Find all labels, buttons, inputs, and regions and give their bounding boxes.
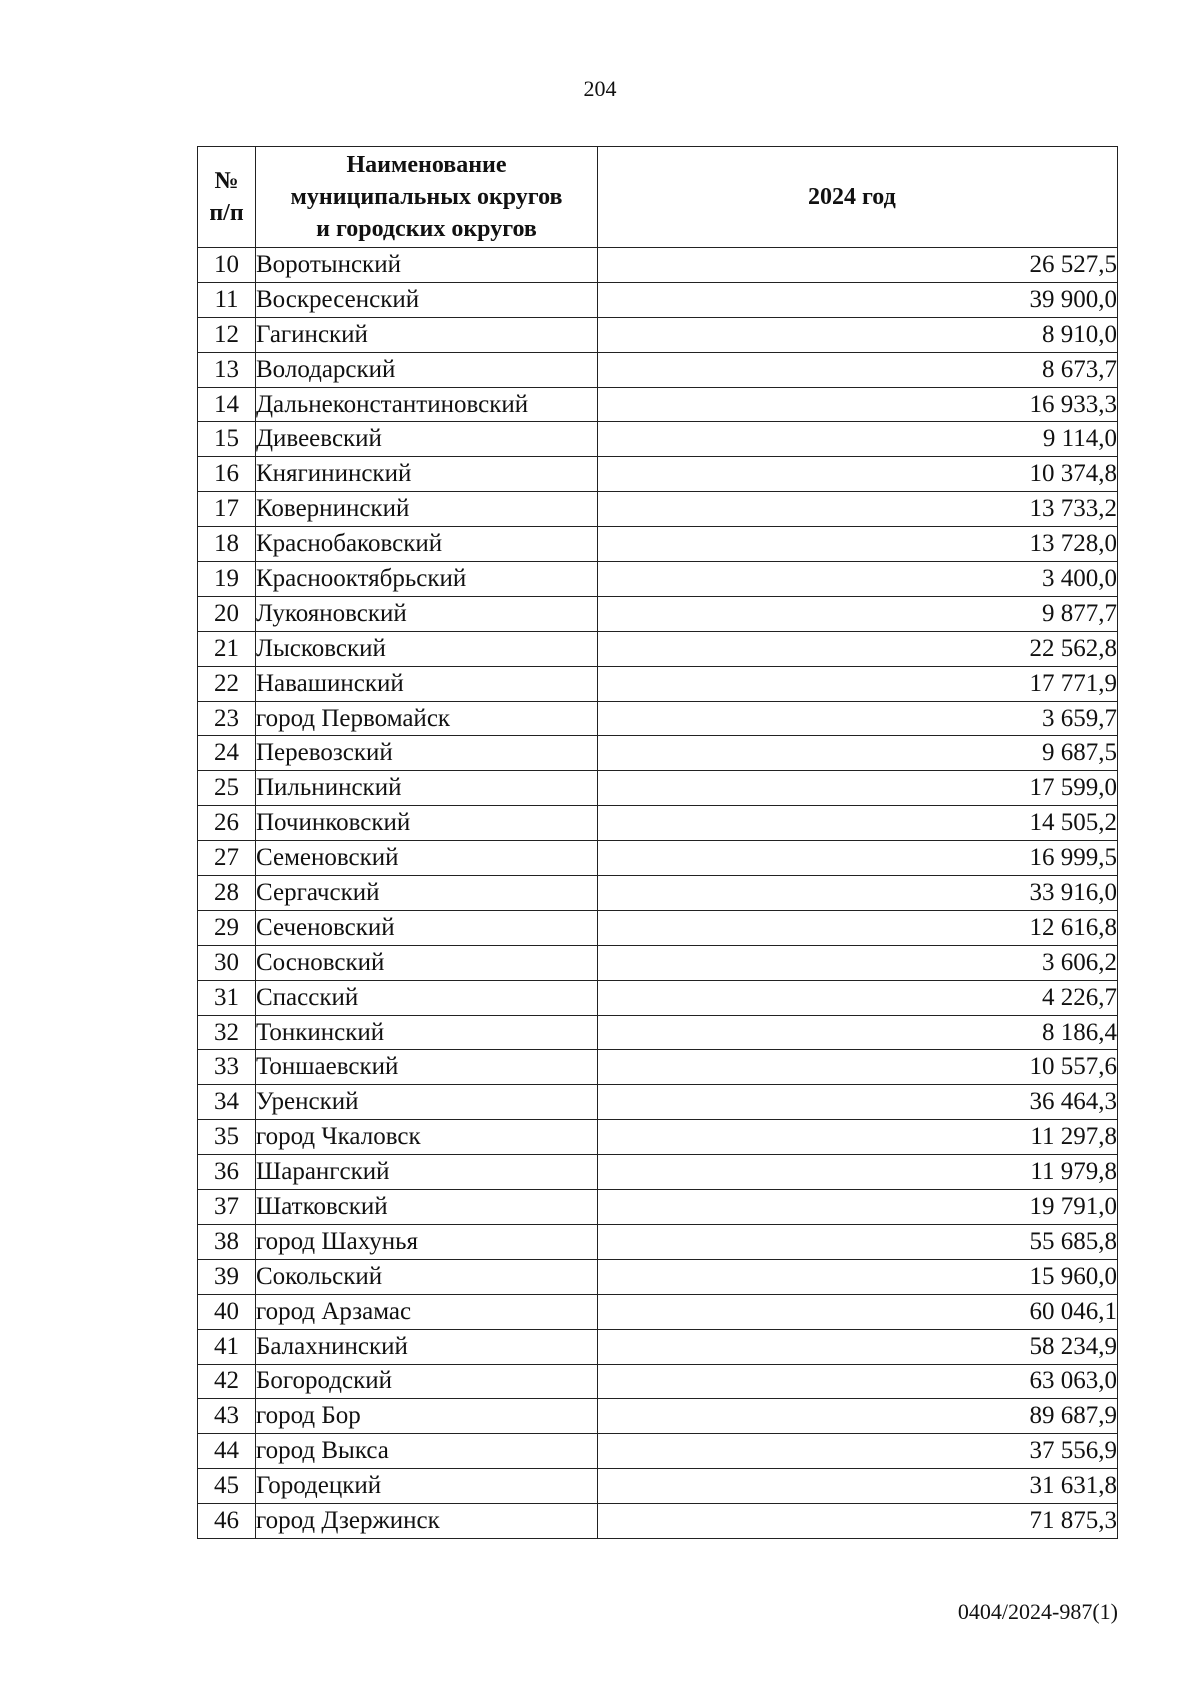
year-value: 11 297,8 <box>598 1120 1118 1155</box>
district-name: Тоншаевский <box>256 1050 598 1085</box>
table-row <box>198 387 1118 422</box>
row-number: 12 <box>198 317 256 352</box>
row-number: 25 <box>198 771 256 806</box>
table-row <box>198 562 1118 597</box>
table-row <box>198 1364 1118 1399</box>
year-value: 3 400,0 <box>598 562 1118 597</box>
row-number: 11 <box>198 282 256 317</box>
table-row <box>198 771 1118 806</box>
year-value: 17 771,9 <box>598 666 1118 701</box>
row-number: 13 <box>198 352 256 387</box>
row-number: 10 <box>198 248 256 283</box>
district-name: Дивеевский <box>256 422 598 457</box>
row-number: 32 <box>198 1015 256 1050</box>
district-name: город Выкса <box>256 1434 598 1469</box>
year-value: 8 186,4 <box>598 1015 1118 1050</box>
table-row <box>198 282 1118 317</box>
row-number: 37 <box>198 1190 256 1225</box>
year-value: 37 556,9 <box>598 1434 1118 1469</box>
table-row <box>198 806 1118 841</box>
table-row <box>198 422 1118 457</box>
year-value: 22 562,8 <box>598 631 1118 666</box>
year-value: 39 900,0 <box>598 282 1118 317</box>
year-value: 4 226,7 <box>598 980 1118 1015</box>
page-number: 204 <box>583 76 617 101</box>
table-row <box>198 910 1118 945</box>
row-number: 23 <box>198 701 256 736</box>
table-row <box>198 1085 1118 1120</box>
table-row <box>198 596 1118 631</box>
table-row <box>198 317 1118 352</box>
year-value: 11 979,8 <box>598 1155 1118 1190</box>
district-name: Сеченовский <box>256 910 598 945</box>
district-name: Городецкий <box>256 1469 598 1504</box>
table-row <box>198 248 1118 283</box>
table-row <box>198 1259 1118 1294</box>
row-number: 31 <box>198 980 256 1015</box>
table-row <box>198 876 1118 911</box>
column-header-number-line2: п/п <box>209 200 244 226</box>
table-row <box>198 736 1118 771</box>
row-number: 39 <box>198 1259 256 1294</box>
year-value: 16 999,5 <box>598 841 1118 876</box>
row-number: 21 <box>198 631 256 666</box>
district-name: Тонкинский <box>256 1015 598 1050</box>
row-number: 27 <box>198 841 256 876</box>
year-value: 10 374,8 <box>598 457 1118 492</box>
table-row <box>198 1504 1118 1539</box>
district-name: Володарский <box>256 352 598 387</box>
column-header-number-line1: № <box>214 168 239 194</box>
year-value: 12 616,8 <box>598 910 1118 945</box>
district-name: Шарангский <box>256 1155 598 1190</box>
table-row <box>198 1050 1118 1085</box>
row-number: 42 <box>198 1364 256 1399</box>
table-row <box>198 1155 1118 1190</box>
row-number: 20 <box>198 596 256 631</box>
row-number: 24 <box>198 736 256 771</box>
district-name: Дальнеконстантиновский <box>256 387 598 422</box>
table-row <box>198 457 1118 492</box>
document-code: 0404/2024-987(1) <box>957 1599 1118 1624</box>
column-header-name <box>256 147 598 248</box>
district-name: Воротынский <box>256 248 598 283</box>
year-value: 89 687,9 <box>598 1399 1118 1434</box>
year-value: 16 933,3 <box>598 387 1118 422</box>
row-number: 17 <box>198 492 256 527</box>
row-number: 40 <box>198 1294 256 1329</box>
year-value: 19 791,0 <box>598 1190 1118 1225</box>
year-value: 8 910,0 <box>598 317 1118 352</box>
district-name: Сосновский <box>256 945 598 980</box>
year-value: 10 557,6 <box>598 1050 1118 1085</box>
table-row <box>198 1399 1118 1434</box>
district-name: город Первомайск <box>256 701 598 736</box>
year-value: 9 114,0 <box>598 422 1118 457</box>
year-value: 13 728,0 <box>598 527 1118 562</box>
year-value: 9 877,7 <box>598 596 1118 631</box>
table-row <box>198 1224 1118 1259</box>
row-number: 26 <box>198 806 256 841</box>
row-number: 28 <box>198 876 256 911</box>
row-number: 33 <box>198 1050 256 1085</box>
row-number: 43 <box>198 1399 256 1434</box>
year-value: 3 659,7 <box>598 701 1118 736</box>
table-row <box>198 1329 1118 1364</box>
district-name: Уренский <box>256 1085 598 1120</box>
year-value: 9 687,5 <box>598 736 1118 771</box>
district-name: Починковский <box>256 806 598 841</box>
district-name: Сергачский <box>256 876 598 911</box>
year-value: 3 606,2 <box>598 945 1118 980</box>
district-name: Богородский <box>256 1364 598 1399</box>
district-name: Воскресенский <box>256 282 598 317</box>
district-name: Краснобаковский <box>256 527 598 562</box>
year-value: 14 505,2 <box>598 806 1118 841</box>
row-number: 14 <box>198 387 256 422</box>
district-name: Лысковский <box>256 631 598 666</box>
district-name: Сокольский <box>256 1259 598 1294</box>
district-name: Ковернинский <box>256 492 598 527</box>
row-number: 35 <box>198 1120 256 1155</box>
year-value: 8 673,7 <box>598 352 1118 387</box>
district-name: Навашинский <box>256 666 598 701</box>
column-header-number <box>198 147 256 248</box>
column-header-name-line3: и городских округов <box>316 216 537 242</box>
table-row <box>198 1015 1118 1050</box>
row-number: 16 <box>198 457 256 492</box>
year-value: 36 464,3 <box>598 1085 1118 1120</box>
table-body <box>198 248 1118 1539</box>
year-value: 17 599,0 <box>598 771 1118 806</box>
row-number: 15 <box>198 422 256 457</box>
table-row <box>198 527 1118 562</box>
year-value: 13 733,2 <box>598 492 1118 527</box>
table-row <box>198 701 1118 736</box>
year-value: 33 916,0 <box>598 876 1118 911</box>
district-name: Семеновский <box>256 841 598 876</box>
district-name: Перевозский <box>256 736 598 771</box>
year-value: 31 631,8 <box>598 1469 1118 1504</box>
table-row <box>198 666 1118 701</box>
year-value: 26 527,5 <box>598 248 1118 283</box>
row-number: 46 <box>198 1504 256 1539</box>
row-number: 45 <box>198 1469 256 1504</box>
district-name: Пильнинский <box>256 771 598 806</box>
table-row <box>198 1469 1118 1504</box>
table-header-row <box>198 147 1118 248</box>
district-name: Спасский <box>256 980 598 1015</box>
table-row <box>198 1190 1118 1225</box>
year-value: 60 046,1 <box>598 1294 1118 1329</box>
row-number: 30 <box>198 945 256 980</box>
district-name: город Арзамас <box>256 1294 598 1329</box>
district-name: город Бор <box>256 1399 598 1434</box>
row-number: 34 <box>198 1085 256 1120</box>
table-row <box>198 980 1118 1015</box>
column-header-name-line2: муниципальных округов <box>290 184 563 210</box>
row-number: 36 <box>198 1155 256 1190</box>
row-number: 44 <box>198 1434 256 1469</box>
table-row <box>198 1120 1118 1155</box>
subsidy-table <box>197 146 1118 1539</box>
district-name: Краснооктябрьский <box>256 562 598 597</box>
district-name: Лукояновский <box>256 596 598 631</box>
year-value: 71 875,3 <box>598 1504 1118 1539</box>
row-number: 18 <box>198 527 256 562</box>
district-name: Шатковский <box>256 1190 598 1225</box>
row-number: 22 <box>198 666 256 701</box>
table-row <box>198 492 1118 527</box>
district-name: город Шахунья <box>256 1224 598 1259</box>
row-number: 41 <box>198 1329 256 1364</box>
table-row <box>198 841 1118 876</box>
table-row <box>198 1294 1118 1329</box>
table-row <box>198 1434 1118 1469</box>
table-row <box>198 352 1118 387</box>
column-header-name-line1: Наименование <box>346 152 507 178</box>
district-name: город Чкаловск <box>256 1120 598 1155</box>
table-row <box>198 945 1118 980</box>
year-value: 15 960,0 <box>598 1259 1118 1294</box>
table-row <box>198 631 1118 666</box>
district-name: Княгининский <box>256 457 598 492</box>
row-number: 38 <box>198 1224 256 1259</box>
year-value: 63 063,0 <box>598 1364 1118 1399</box>
row-number: 19 <box>198 562 256 597</box>
column-header-year: 2024 год <box>598 147 1118 248</box>
district-name: Гагинский <box>256 317 598 352</box>
district-name: город Дзержинск <box>256 1504 598 1539</box>
year-value: 55 685,8 <box>598 1224 1118 1259</box>
district-name: Балахнинский <box>256 1329 598 1364</box>
row-number: 29 <box>198 910 256 945</box>
year-value: 58 234,9 <box>598 1329 1118 1364</box>
